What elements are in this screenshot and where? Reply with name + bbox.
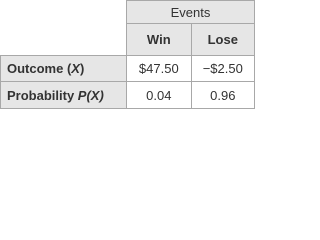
cell-probability-lose: 0.96: [191, 82, 254, 109]
cell-probability-win: 0.04: [127, 82, 192, 109]
row-label-probability-variable: P(X): [77, 87, 104, 103]
cell-outcome-win: $47.50: [127, 56, 192, 82]
row-label-outcome-prefix: Outcome (: [7, 61, 72, 76]
empty-corner-cell: [1, 1, 127, 24]
column-header-row: [1, 24, 255, 56]
column-header-lose: Lose: [191, 24, 254, 56]
row-label-outcome-suffix: ): [79, 61, 85, 76]
row-label-probability: [1, 82, 127, 109]
cell-outcome-lose: −$2.50: [191, 56, 254, 82]
column-header-win: Win: [127, 24, 192, 56]
probability-table: [0, 0, 255, 109]
row-label-probability-prefix: Probability: [7, 87, 78, 103]
events-header-row: [1, 1, 255, 24]
probability-table-figure: [0, 0, 255, 115]
events-group-header: Events: [127, 1, 255, 24]
table-row-outcome: [1, 56, 255, 82]
empty-corner-cell-2: [1, 24, 127, 56]
table-row-probability: [1, 82, 255, 109]
row-label-outcome: [1, 56, 127, 82]
row-label-outcome-variable: X: [71, 61, 80, 76]
